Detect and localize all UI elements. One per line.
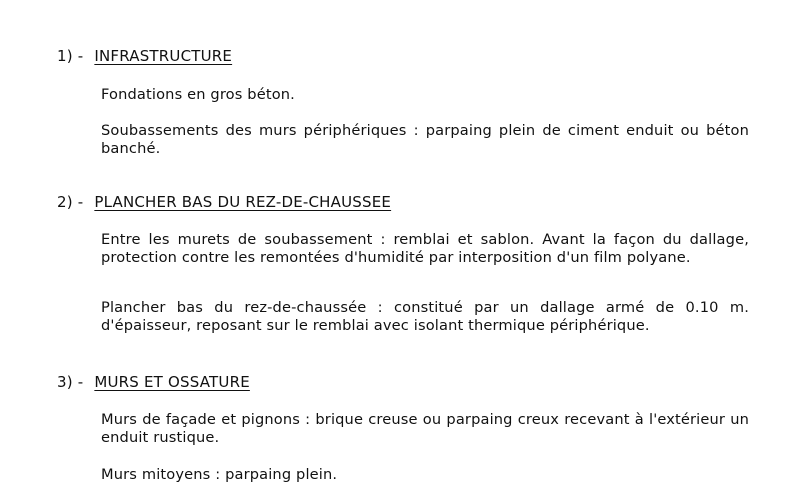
section-3-paragraph-2: Murs mitoyens : parpaing plein. — [101, 466, 338, 483]
section-1-title: INFRASTRUCTURE — [94, 47, 233, 65]
section-2-number: 2) - — [57, 193, 84, 211]
section-1-heading — [57, 47, 232, 65]
section-3-title: MURS ET OSSATURE — [94, 373, 250, 391]
section-1-number: 1) - — [57, 47, 84, 65]
section-3-number: 3) - — [57, 373, 84, 391]
section-2-title: PLANCHER BAS DU REZ-DE-CHAUSSEE — [94, 193, 392, 211]
section-2-heading — [57, 193, 391, 211]
section-2-paragraph-1: Entre les murets de soubassement : remblai et sablon. Avant la façon du dallage, protection contre les remontées d'humidité par interposition d'un film polyane. — [101, 231, 749, 266]
section-1-paragraph-2: Soubassements des murs périphériques : parpaing plein de ciment enduit ou béton banché. — [101, 122, 749, 157]
section-1-paragraph-1: Fondations en gros béton. — [101, 86, 295, 103]
section-3-heading — [57, 373, 250, 391]
section-3-paragraph-1: Murs de façade et pignons : brique creuse ou parpaing creux recevant à l'extérieur un enduit rustique. — [101, 411, 749, 446]
section-2-paragraph-2: Plancher bas du rez-de-chaussée : constitué par un dallage armé de 0.10 m. d'épaisseur, reposant sur le remblai avec isolant thermique périphérique. — [101, 299, 749, 334]
